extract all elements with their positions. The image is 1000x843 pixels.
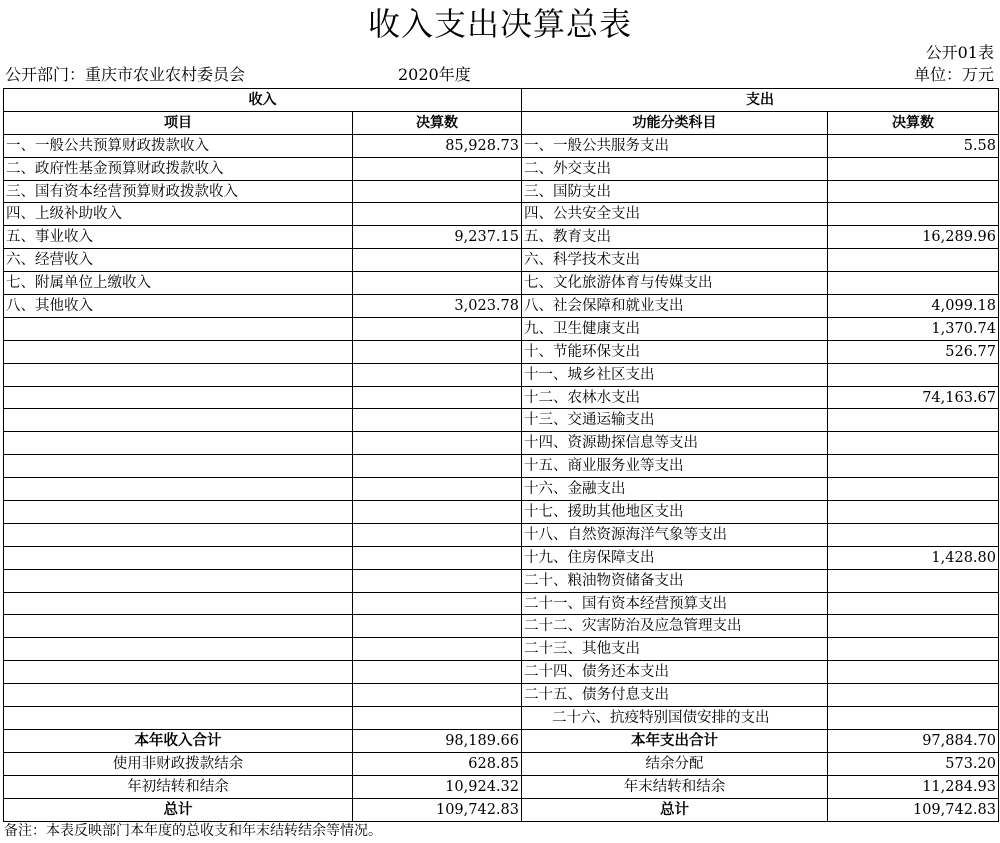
unit-label: 单位：万元 <box>913 65 994 84</box>
expense-item-cell: 二十四、债务还本支出 <box>522 661 828 684</box>
expense-amount-cell: 5.58 <box>828 134 999 157</box>
expense-amount-cell <box>828 272 999 295</box>
income-amount-cell <box>353 478 522 501</box>
expense-amount-cell <box>828 523 999 546</box>
income-amount-cell <box>353 409 522 432</box>
income-amount-cell <box>353 180 522 203</box>
income-amount-cell <box>353 707 522 730</box>
column-header-row <box>4 111 999 134</box>
income-amount-cell <box>353 157 522 180</box>
expense-amount-cell: 74,163.67 <box>828 386 999 409</box>
expense-amount-cell <box>828 501 999 524</box>
expense-item-cell: 十二、农林水支出 <box>522 386 828 409</box>
expense-amount-cell <box>828 455 999 478</box>
income-amount-cell <box>353 317 522 340</box>
table-number: 公开01表 <box>925 43 994 62</box>
table-row <box>4 661 999 684</box>
income-item-cell: 五、事业收入 <box>4 226 353 249</box>
expense-item-cell: 十一、城乡社区支出 <box>522 363 828 386</box>
expense-amount-cell <box>828 569 999 592</box>
table-row <box>4 157 999 180</box>
expense-item-cell: 十四、资源勘探信息等支出 <box>522 432 828 455</box>
table-row <box>4 592 999 615</box>
expense-amount-header: 决算数 <box>828 111 999 134</box>
income-amount-cell: 3,023.78 <box>353 295 522 318</box>
footnote: 备注：本表反映部门本年度的总收支和年末结转结余等情况。 <box>4 823 382 839</box>
income-item-cell <box>4 363 353 386</box>
income-item-cell <box>4 569 353 592</box>
expense-item-cell: 二十三、其他支出 <box>522 638 828 661</box>
income-summary-amount: 109,742.83 <box>353 798 522 821</box>
expense-item-cell: 九、卫生健康支出 <box>522 317 828 340</box>
expense-amount-cell <box>828 180 999 203</box>
income-amount-cell <box>353 386 522 409</box>
function-item-header: 功能分类科目 <box>522 111 828 134</box>
summary-row <box>4 752 999 775</box>
income-summary-label: 总计 <box>4 798 353 821</box>
table-row <box>4 501 999 524</box>
table-row <box>4 569 999 592</box>
budget-summary-table <box>3 88 999 822</box>
income-item-cell <box>4 478 353 501</box>
income-amount-cell <box>353 638 522 661</box>
expense-summary-amount: 573.20 <box>828 752 999 775</box>
income-item-cell <box>4 638 353 661</box>
income-amount-cell: 9,237.15 <box>353 226 522 249</box>
summary-row <box>4 729 999 752</box>
expense-amount-cell <box>828 592 999 615</box>
table-row <box>4 707 999 730</box>
income-item-cell <box>4 432 353 455</box>
income-item-cell <box>4 615 353 638</box>
income-item-cell <box>4 386 353 409</box>
income-item-cell <box>4 546 353 569</box>
table-row <box>4 180 999 203</box>
table-row <box>4 295 999 318</box>
table-row <box>4 317 999 340</box>
expense-item-cell: 五、教育支出 <box>522 226 828 249</box>
expense-summary-amount: 11,284.93 <box>828 775 999 798</box>
expense-amount-cell <box>828 684 999 707</box>
income-item-cell: 一、一般公共预算财政拨款收入 <box>4 134 353 157</box>
section-header-row <box>4 89 999 112</box>
table-row <box>4 478 999 501</box>
expense-item-cell: 二十六、抗疫特别国债安排的支出 <box>522 707 828 730</box>
department-label: 公开部门：重庆市农业农村委员会 <box>5 65 246 84</box>
income-item-header: 项目 <box>4 111 353 134</box>
income-item-cell <box>4 661 353 684</box>
income-amount-cell <box>353 523 522 546</box>
expense-item-cell: 十五、商业服务业等支出 <box>522 455 828 478</box>
income-amount-cell <box>353 592 522 615</box>
income-summary-amount: 98,189.66 <box>353 729 522 752</box>
income-amount-cell <box>353 363 522 386</box>
expense-amount-cell: 16,289.96 <box>828 226 999 249</box>
income-item-cell: 二、政府性基金预算财政拨款收入 <box>4 157 353 180</box>
income-item-cell <box>4 707 353 730</box>
expense-summary-label: 年末结转和结余 <box>522 775 828 798</box>
income-summary-label: 年初结转和结余 <box>4 775 353 798</box>
expense-amount-cell <box>828 707 999 730</box>
income-section-header: 收入 <box>4 89 522 112</box>
income-amount-cell <box>353 272 522 295</box>
income-amount-header: 决算数 <box>353 111 522 134</box>
table-row <box>4 523 999 546</box>
table-row <box>4 363 999 386</box>
expense-item-cell: 二十二、灾害防治及应急管理支出 <box>522 615 828 638</box>
expense-item-cell: 七、文化旅游体育与传媒支出 <box>522 272 828 295</box>
table-row <box>4 272 999 295</box>
expense-item-cell: 三、国防支出 <box>522 180 828 203</box>
income-item-cell: 七、附属单位上缴收入 <box>4 272 353 295</box>
expense-summary-amount: 109,742.83 <box>828 798 999 821</box>
table-row <box>4 615 999 638</box>
income-amount-cell <box>353 615 522 638</box>
income-item-cell <box>4 409 353 432</box>
expense-section-header: 支出 <box>522 89 999 112</box>
income-summary-label: 本年收入合计 <box>4 729 353 752</box>
table-row <box>4 455 999 478</box>
expense-amount-cell <box>828 661 999 684</box>
table-row <box>4 638 999 661</box>
income-amount-cell <box>353 340 522 363</box>
income-amount-cell <box>353 249 522 272</box>
income-amount-cell <box>353 569 522 592</box>
income-amount-cell: 85,928.73 <box>353 134 522 157</box>
expense-amount-cell <box>828 249 999 272</box>
table-row <box>4 249 999 272</box>
income-item-cell: 八、其他收入 <box>4 295 353 318</box>
table-row <box>4 409 999 432</box>
income-item-cell <box>4 684 353 707</box>
table-row <box>4 684 999 707</box>
income-item-cell: 六、经营收入 <box>4 249 353 272</box>
income-amount-cell <box>353 203 522 226</box>
expense-item-cell: 十八、自然资源海洋气象等支出 <box>522 523 828 546</box>
table-row <box>4 134 999 157</box>
fiscal-year: 2020年度 <box>398 65 471 84</box>
expense-summary-label: 本年支出合计 <box>522 729 828 752</box>
expense-item-cell: 十六、金融支出 <box>522 478 828 501</box>
table-row <box>4 432 999 455</box>
expense-amount-cell <box>828 432 999 455</box>
income-item-cell: 三、国有资本经营预算财政拨款收入 <box>4 180 353 203</box>
expense-item-cell: 十七、援助其他地区支出 <box>522 501 828 524</box>
expense-amount-cell <box>828 638 999 661</box>
table-row <box>4 386 999 409</box>
income-summary-amount: 10,924.32 <box>353 775 522 798</box>
table-row <box>4 226 999 249</box>
expense-item-cell: 八、社会保障和就业支出 <box>522 295 828 318</box>
income-item-cell <box>4 340 353 363</box>
expense-amount-cell <box>828 157 999 180</box>
income-amount-cell <box>353 684 522 707</box>
income-item-cell <box>4 523 353 546</box>
income-amount-cell <box>353 501 522 524</box>
expense-amount-cell: 526.77 <box>828 340 999 363</box>
expense-item-cell: 四、公共安全支出 <box>522 203 828 226</box>
income-item-cell <box>4 501 353 524</box>
expense-amount-cell: 1,428.80 <box>828 546 999 569</box>
income-amount-cell <box>353 455 522 478</box>
expense-amount-cell <box>828 478 999 501</box>
summary-row <box>4 775 999 798</box>
expense-amount-cell: 4,099.18 <box>828 295 999 318</box>
income-summary-label: 使用非财政拨款结余 <box>4 752 353 775</box>
page-title: 收入支出决算总表 <box>367 5 632 43</box>
table-row <box>4 546 999 569</box>
income-item-cell: 四、上级补助收入 <box>4 203 353 226</box>
expense-item-cell: 十、节能环保支出 <box>522 340 828 363</box>
expense-amount-cell <box>828 363 999 386</box>
income-item-cell <box>4 455 353 478</box>
expense-item-cell: 十三、交通运输支出 <box>522 409 828 432</box>
table-row <box>4 340 999 363</box>
income-amount-cell <box>353 661 522 684</box>
expense-amount-cell: 1,370.74 <box>828 317 999 340</box>
summary-row <box>4 798 999 821</box>
income-item-cell <box>4 317 353 340</box>
expense-item-cell: 二、外交支出 <box>522 157 828 180</box>
expense-summary-amount: 97,884.70 <box>828 729 999 752</box>
income-amount-cell <box>353 546 522 569</box>
expense-summary-label: 结余分配 <box>522 752 828 775</box>
expense-item-cell: 一、一般公共服务支出 <box>522 134 828 157</box>
expense-summary-label: 总计 <box>522 798 828 821</box>
expense-amount-cell <box>828 203 999 226</box>
income-summary-amount: 628.85 <box>353 752 522 775</box>
expense-item-cell: 十九、住房保障支出 <box>522 546 828 569</box>
expense-amount-cell <box>828 409 999 432</box>
expense-item-cell: 二十五、债务付息支出 <box>522 684 828 707</box>
expense-item-cell: 六、科学技术支出 <box>522 249 828 272</box>
table-row <box>4 203 999 226</box>
income-amount-cell <box>353 432 522 455</box>
expense-item-cell: 二十一、国有资本经营预算支出 <box>522 592 828 615</box>
income-item-cell <box>4 592 353 615</box>
expense-amount-cell <box>828 615 999 638</box>
expense-item-cell: 二十、粮油物资储备支出 <box>522 569 828 592</box>
